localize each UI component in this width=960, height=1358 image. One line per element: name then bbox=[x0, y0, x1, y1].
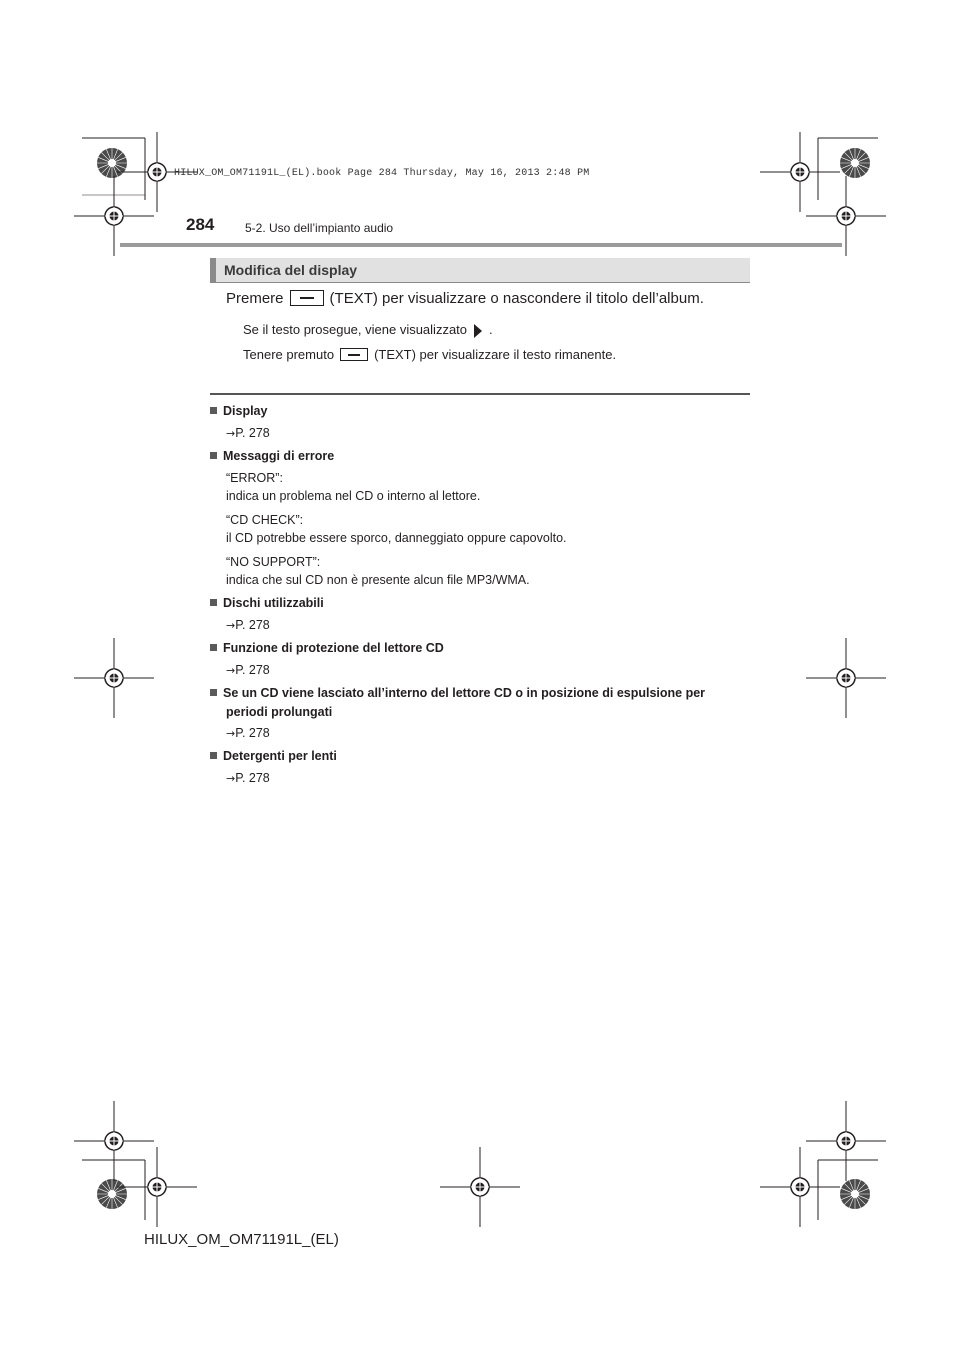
item-title-lens-cleaners: Detergenti per lenti bbox=[210, 749, 337, 763]
error-entry bbox=[226, 511, 567, 547]
text-button-icon bbox=[340, 348, 368, 361]
bullet-icon bbox=[210, 599, 217, 606]
item-ref-cd-left[interactable]: →P. 278 bbox=[226, 726, 270, 740]
bullet-icon bbox=[210, 644, 217, 651]
error-entry bbox=[226, 553, 530, 589]
main-instruction bbox=[226, 290, 704, 307]
note1-post: . bbox=[489, 322, 493, 337]
item-title-usable-discs: Dischi utilizzabili bbox=[210, 596, 324, 610]
item-ref-lens-cleaners[interactable]: →P. 278 bbox=[226, 771, 270, 785]
section-breadcrumb: 5-2. Uso dell’impianto audio bbox=[245, 221, 394, 235]
instruction-post: (TEXT) per visualizzare o nascondere il titolo dell’album. bbox=[329, 290, 704, 307]
note-hold bbox=[243, 347, 616, 362]
item-ref-display[interactable]: →P. 278 bbox=[226, 426, 270, 440]
bullet-icon bbox=[210, 689, 217, 696]
error-entry bbox=[226, 469, 480, 505]
header-rule bbox=[120, 243, 842, 247]
error-code: “ERROR”: bbox=[226, 471, 283, 485]
instruction-pre: Premere bbox=[226, 290, 284, 307]
note1-pre: Se il testo prosegue, viene visualizzato bbox=[243, 322, 468, 337]
section-heading bbox=[210, 258, 750, 283]
file-header: HILUX_OM_OM71191L_(EL).book Page 284 Thursday, May 16, 2013 2:48 PM bbox=[174, 168, 590, 179]
page-number: 284 bbox=[186, 215, 215, 234]
text-button-icon bbox=[290, 290, 324, 306]
note-continue bbox=[243, 322, 493, 339]
error-desc: il CD potrebbe essere sporco, danneggiato oppure capovolto. bbox=[226, 531, 567, 545]
document-code: HILUX_OM_OM71191L_(EL) bbox=[144, 1231, 339, 1248]
error-code: “CD CHECK”: bbox=[226, 513, 304, 527]
error-code: “NO SUPPORT”: bbox=[226, 555, 321, 569]
error-desc: indica un problema nel CD o interno al lettore. bbox=[226, 489, 481, 503]
item-title-error-messages: Messaggi di errore bbox=[210, 449, 334, 463]
item-title-display: Display bbox=[210, 404, 267, 418]
note2-pre: Tenere premuto bbox=[243, 347, 335, 362]
item-ref-protection[interactable]: →P. 278 bbox=[226, 663, 270, 677]
item-title-cd-left: Se un CD viene lasciato all’interno del lettore CD o in posizione di espulsione per bbox=[210, 686, 705, 700]
error-desc: indica che sul CD non è presente alcun file MP3/WMA. bbox=[226, 573, 530, 587]
section-heading-text: Modifica del display bbox=[224, 262, 358, 278]
bullet-icon bbox=[210, 452, 217, 459]
heading-accent-bar bbox=[210, 258, 216, 283]
note2-post: (TEXT) per visualizzare il testo rimanente. bbox=[374, 347, 617, 362]
item-title-protection: Funzione di protezione del lettore CD bbox=[210, 641, 444, 655]
section-divider bbox=[210, 393, 750, 395]
item-title-cd-left-line2: periodi prolungati bbox=[226, 705, 333, 719]
continue-arrow-icon bbox=[473, 323, 483, 339]
item-ref-usable-discs[interactable]: →P. 278 bbox=[226, 618, 270, 632]
bullet-icon bbox=[210, 407, 217, 414]
bullet-icon bbox=[210, 752, 217, 759]
